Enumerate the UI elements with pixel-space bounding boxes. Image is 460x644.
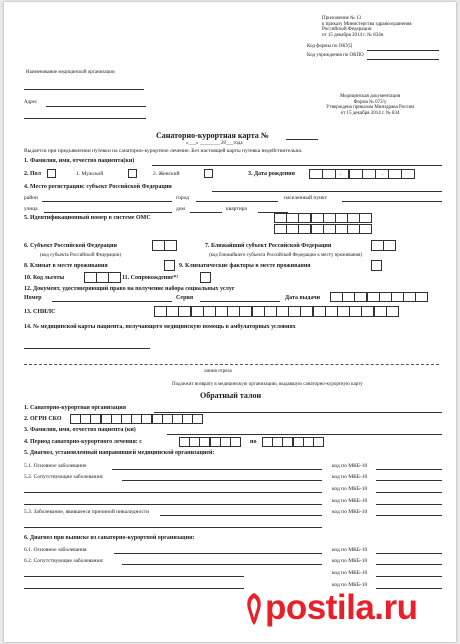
appendix-line: от 15 декабря 2014 г. № 834н [322, 32, 384, 38]
data-vydachi-label: Дата выдачи [285, 295, 321, 301]
mkb-label: код по МКБ-10 [332, 486, 368, 492]
mkb-line[interactable] [376, 564, 442, 565]
card-title: Санаторно-курортная карта № [156, 131, 269, 140]
card-number-line[interactable] [286, 139, 318, 140]
postila-logo-icon [245, 592, 263, 626]
field-13-label: 13. СНИЛС [24, 309, 56, 315]
field-6-note: (код субъекта Российской Федерации) [40, 253, 122, 258]
mkb-line[interactable] [376, 576, 442, 577]
field-11-label: 11. Сопровождение*² [122, 275, 179, 281]
s52-line-3[interactable] [24, 504, 322, 505]
date-dot: . [340, 171, 342, 177]
male-option: 1. Мужской [76, 171, 104, 177]
address-line[interactable] [46, 106, 146, 107]
doc-line: от 15 декабря 2014 г. № 834 [340, 110, 400, 116]
s53-line[interactable] [160, 515, 322, 516]
return-note: Подлежит возврату в медицинскую организацию, выдавшую санаторно-курортную карту [172, 382, 363, 387]
mkb-label: код по МКБ-10 [332, 463, 368, 469]
field-14-label: 14. № медицинской карты пациента, получающего медицинскую помощь в амбулаторных условиях [24, 324, 296, 330]
male-checkbox[interactable] [128, 169, 137, 178]
field-10-label: 10. Код льготы [24, 275, 65, 281]
oms-number-cells-row2[interactable] [274, 224, 372, 234]
s62-line[interactable] [122, 564, 322, 565]
ogrn-cells[interactable] [70, 414, 203, 424]
punkt-label: населенный пункт [284, 195, 328, 201]
s51-label: 5.1. Основное заболевание [24, 463, 87, 469]
gorod-line[interactable] [196, 201, 278, 202]
field-9-label: 9. Климатические факторы в месте проживания [179, 263, 311, 269]
issue-date-cells[interactable] [330, 292, 428, 302]
doc-line: Утверждена приказом Минздрава России [326, 105, 415, 111]
climate-box[interactable] [164, 260, 175, 271]
kvartira-label: квартира [226, 206, 247, 212]
appendix-line: Российской Федерации [322, 27, 372, 33]
period-po-label: по [250, 439, 257, 445]
female-checkbox[interactable] [204, 169, 213, 178]
sco-name-line[interactable] [154, 412, 442, 413]
rayon-label: район [24, 195, 38, 201]
region-line[interactable] [212, 191, 442, 192]
s62-line-2[interactable] [24, 576, 244, 577]
mkb-label: код по МКБ-10 [332, 498, 368, 504]
punkt-line[interactable] [342, 201, 442, 202]
gorod-label: город [176, 195, 190, 201]
address-label: Адрес [24, 100, 38, 105]
mkb-line[interactable] [376, 492, 442, 493]
benefit-code-cells[interactable] [84, 272, 121, 283]
med-card-line[interactable] [24, 348, 150, 349]
nomer-line[interactable] [52, 301, 172, 302]
field-4-label: 4. Место регистрации: субъект Российской Федерации [24, 184, 172, 190]
escort-box[interactable] [200, 272, 211, 283]
stub-field-5: 5. Диагноз, установленный направившей медицинской организацией: [24, 450, 215, 456]
dom-label: дом [176, 206, 185, 212]
s53-label: 5.3. Заболевание, явившееся причиной инвалидности [24, 509, 150, 515]
s53-line-2[interactable] [24, 527, 322, 528]
mkb-line[interactable] [376, 553, 442, 554]
s52-line[interactable] [122, 480, 322, 481]
field-6-label: 6. Субъект Российской Федерации [24, 243, 117, 249]
org-name-label: Наименование медицинской организации [26, 70, 115, 75]
okud-label: Код формы по ОКУД [307, 44, 352, 49]
oms-number-cells[interactable] [274, 213, 372, 223]
cut-line [24, 364, 439, 365]
nomer-label: Номер [24, 295, 42, 301]
period-to-cells[interactable] [262, 437, 323, 447]
female-option: 2. Женский [153, 171, 180, 177]
org-name-line[interactable] [24, 89, 144, 90]
sex-code-box[interactable] [47, 169, 56, 178]
field-12-label: 12. Документ, удостоверяющий право на получение набора социальных услуг [24, 286, 235, 292]
field-7-note: (код ближайшего субъекта Российской Федерации к месту проживания) [209, 253, 363, 258]
dom-line[interactable] [190, 212, 222, 213]
period-from-cells[interactable] [179, 437, 240, 447]
mkb-label: код по МКБ-10 [332, 547, 368, 553]
okpo-label: Код учреждения по ОКПО [307, 53, 364, 58]
seriya-label: Серия [176, 295, 194, 301]
mkb-line[interactable] [376, 469, 442, 470]
field-2-label: 2. Пол [24, 171, 41, 177]
stub-title: Обратный талон [200, 391, 262, 400]
date-dot: . [382, 171, 384, 177]
full-name-line[interactable] [152, 165, 442, 166]
mkb-label: код по МКБ-10 [332, 558, 368, 564]
address-line-2[interactable] [24, 118, 146, 119]
mkb-label: код по МКБ-10 [332, 582, 368, 588]
ulica-label: улица [24, 206, 38, 212]
form-sheet [4, 2, 456, 642]
okpo-line[interactable] [367, 59, 439, 60]
s62-label: 6.2. Сопутствующие заболевания: [24, 558, 104, 564]
s61-line[interactable] [114, 553, 322, 554]
subject-code-cells[interactable] [152, 240, 176, 251]
appendix-line: к приказу Министерства здравоохранения [322, 21, 412, 27]
mkb-line[interactable] [376, 504, 442, 505]
s51-line[interactable] [112, 469, 322, 470]
stub-field-4: 4. Период санаторно-курортного лечения: с [24, 439, 142, 445]
field-1-label: 1. Фамилия, имя, отчество пациента(ки) [24, 158, 135, 164]
card-intro: Выдается при предъявлении путевки на санаторно-курортное лечение. Без настоящей карты путевка недействительна. [24, 148, 303, 154]
mkb-line[interactable] [376, 515, 442, 516]
stub-name-line[interactable] [167, 434, 442, 435]
field-7-label: 7. Ближайший субъект Российской Федерации [205, 243, 332, 249]
stub-field-3: 3. Фамилия, имя, отчество пациента (ки) [24, 427, 136, 433]
stub-field-2: 2. ОГРН СКО [24, 416, 62, 422]
okud-line[interactable] [367, 50, 439, 51]
doc-line: Медицинская документация [339, 94, 401, 99]
rayon-line[interactable] [42, 201, 172, 202]
seriya-line[interactable] [200, 301, 280, 302]
card-date: «___» ________ 20___года [186, 141, 243, 146]
field-3-label: 3. Дата рождения [248, 171, 295, 177]
cut-label: линия отреза [204, 369, 232, 374]
stub-field-1: 1. Санаторно-курортная организация [24, 405, 126, 411]
stub-field-6: 6. Диагноз при выписке из санаторно-курортной организации: [24, 535, 195, 541]
doc-line: Форма № 072/у [353, 99, 387, 105]
mkb-label: код по МКБ-10 [332, 474, 368, 480]
snils-cells[interactable] [154, 306, 398, 317]
mkb-line[interactable] [376, 480, 442, 481]
s62-line-3[interactable] [24, 588, 244, 589]
field-8-label: 8. Климат в месте проживания [24, 263, 108, 269]
climate-factors-box[interactable] [371, 260, 382, 271]
appendix-block [322, 16, 412, 38]
s52-label: 5.2. Сопутствующие заболевания: [24, 474, 104, 480]
mkb-label: код по МКБ-10 [332, 509, 368, 515]
postila-watermark [245, 588, 450, 632]
mkb-label: код по МКБ-10 [332, 570, 368, 576]
appendix-line: Приложение № 13 [322, 16, 362, 21]
birth-date-cells[interactable] [309, 169, 415, 179]
s52-line-2[interactable] [24, 492, 322, 493]
s61-label: 6.1. Основное заболевания [24, 547, 87, 553]
watermark-text: postila.ru [265, 588, 418, 627]
ulica-line[interactable] [44, 212, 172, 213]
doc-block [326, 94, 414, 116]
field-5-label: 5. Идентификационный номер в системе ОМС [24, 215, 151, 221]
nearest-subject-cells[interactable] [371, 240, 395, 251]
